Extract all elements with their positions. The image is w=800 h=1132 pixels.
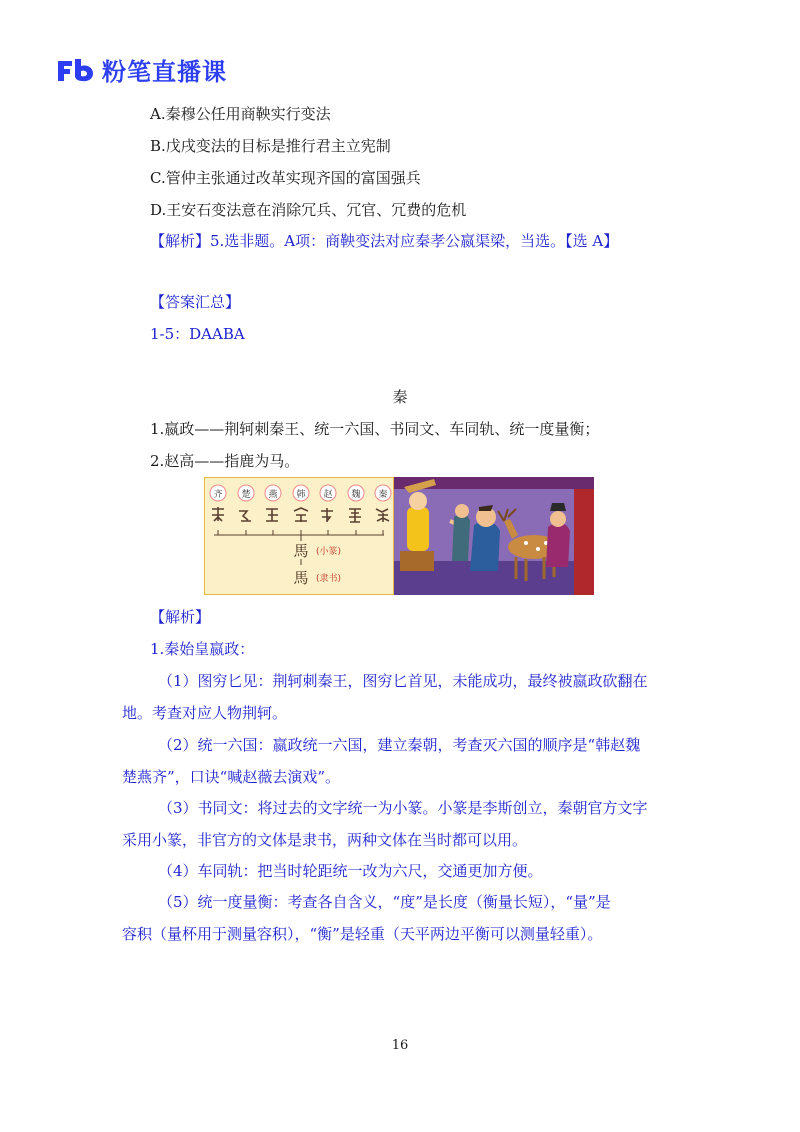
option-b: B.戊戌变法的目标是推行君主立宪制 [150, 137, 391, 155]
fb-logo-icon [56, 57, 94, 83]
figure-illustration [204, 477, 594, 595]
deer-cartoon [394, 477, 594, 595]
answer-summary-heading: 【答案汇总】 [150, 293, 241, 311]
analysis-item-2 [122, 729, 682, 793]
state-label: 燕 [268, 490, 278, 500]
brand-name: 粉笔直播课 [102, 58, 227, 86]
state-label: 楚 [241, 490, 251, 500]
page-number: 16 [391, 1038, 409, 1053]
analysis-item-rest: 楚燕齐”，口诀“喊赵薇去演戏”。 [122, 768, 341, 786]
small-seal-label: (小篆) [316, 547, 342, 557]
brand-logo [56, 52, 227, 87]
point-1: 1.嬴政——荆轲刺秦王、统一六国、书同文、车同轨、统一度量衡； [150, 420, 600, 438]
clerical-label: (隶书) [316, 574, 342, 584]
state-label: 齐 [213, 490, 223, 500]
analysis-item-5 [122, 886, 682, 950]
state-label: 韩 [296, 490, 306, 500]
analysis-item-rest: 容积（量杯用于测量容积），“衡”是轻重（天平两边平衡可以测量轻重）。 [122, 925, 603, 943]
figure-seal-and-deer [204, 477, 594, 595]
state-label: 魏 [351, 490, 361, 500]
analysis-heading: 【解析】 [150, 608, 211, 626]
analysis-item-3 [122, 792, 682, 856]
analysis-item-rest: 采用小篆，非官方的文体是隶书，两种文体在当时都可以用。 [122, 831, 528, 849]
state-label: 秦 [378, 490, 388, 500]
analysis-item-4 [122, 855, 682, 887]
section-title: 秦 [392, 388, 408, 406]
state-label: 赵 [323, 490, 333, 500]
analysis-item-first: （4）车同轨：把当时轮距统一改为六尺，交通更加方便。 [158, 862, 543, 880]
option-d: D.王安石变法意在消除冗兵、冗官、冗费的危机 [150, 201, 467, 219]
analysis-item-1 [122, 665, 682, 729]
analysis-sub: 1.秦始皇嬴政： [150, 640, 255, 658]
analysis-item-rest: 地。考查对应人物荆轲。 [122, 704, 288, 722]
small-seal-char: 馬 [293, 542, 309, 560]
analysis-item-first: （1）图穷匕见：荆轲刺秦王，图穷匕首见，未能成功，最终被嬴政砍翻在 [158, 672, 648, 690]
point-2: 2.赵高——指鹿为马。 [150, 452, 300, 470]
analysis-item-first: （3）书同文：将过去的文字统一为小篆。小篆是李斯创立，秦朝官方文字 [158, 799, 648, 817]
analysis-item-first: （2）统一六国：嬴政统一六国，建立秦朝，考查灭六国的顺序是“韩赵魏 [158, 736, 641, 754]
clerical-char: 馬 [293, 569, 309, 587]
analysis-item-first: （5）统一度量衡：考查各自含义，“度”是长度（衡量长短），“量”是 [158, 893, 611, 911]
answer-summary-answers: 1-5：DAABA [150, 325, 245, 343]
option-c: C.管仲主张通过改革实现齐国的富国强兵 [150, 169, 421, 187]
analysis-q5: 【解析】5.选非题。A项：商鞅变法对应秦孝公嬴渠梁，当选。【选 A】 [150, 232, 619, 250]
option-a: A.秦穆公任用商鞅实行变法 [150, 105, 331, 123]
